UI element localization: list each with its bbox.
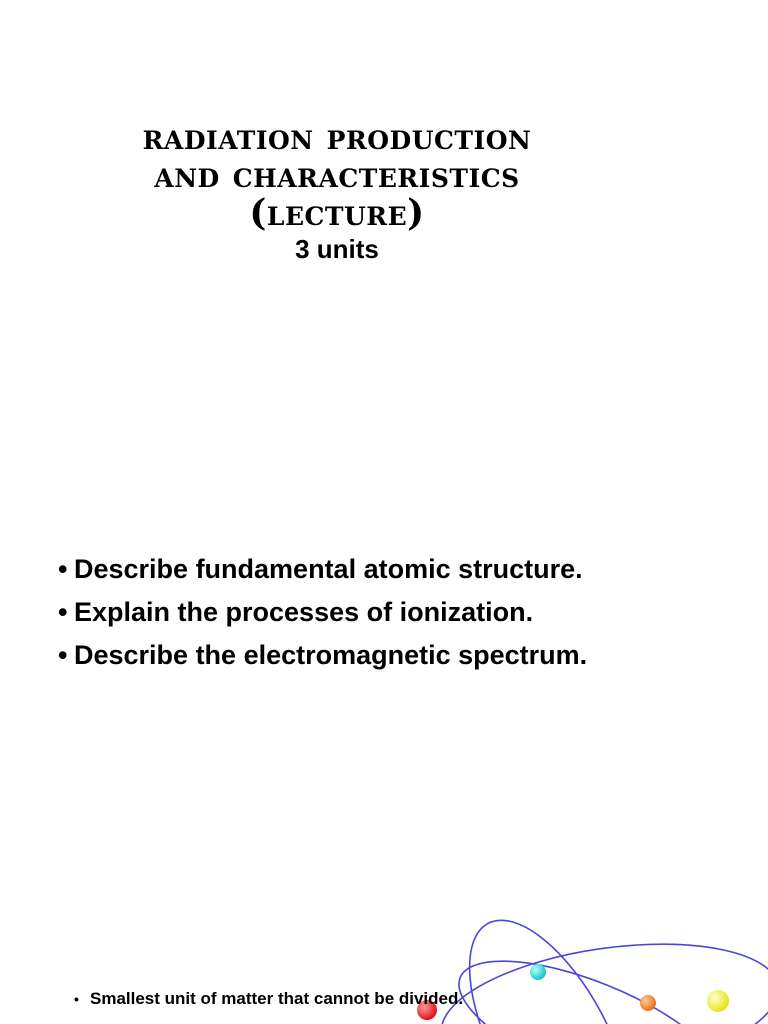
bullet-marker: • xyxy=(58,554,68,584)
orbit-ring-3 xyxy=(442,933,738,1024)
objectives-list xyxy=(58,548,758,677)
electron-yellow xyxy=(707,990,729,1012)
objective-item xyxy=(58,634,758,677)
electron-cyan xyxy=(530,964,546,980)
objective-item xyxy=(58,591,758,634)
bullet-marker: • xyxy=(58,640,68,670)
objective-text: Describe the electromagnetic spectrum. xyxy=(74,640,588,670)
objective-text: Explain the processes of ionization. xyxy=(74,597,534,627)
bullet-marker: • xyxy=(58,597,68,627)
title-block xyxy=(0,118,674,266)
objective-text: Describe fundamental atomic structure. xyxy=(74,554,583,584)
orbit-ring-2 xyxy=(437,896,663,1024)
units-label: 3 units xyxy=(295,234,379,264)
atom-bullet-text: Smallest unit of matter that cannot be divided. xyxy=(90,989,464,1008)
electron-orange xyxy=(640,995,656,1011)
title-line-3: (lecture) xyxy=(249,192,425,234)
title-line-1: radiation production xyxy=(142,116,532,158)
atom-bullet-item xyxy=(74,986,463,1012)
objective-item xyxy=(58,548,758,591)
bullet-marker: • xyxy=(74,991,79,1007)
atom-bullet-list xyxy=(74,986,463,1012)
title-line-2: and characteristics xyxy=(154,154,520,196)
